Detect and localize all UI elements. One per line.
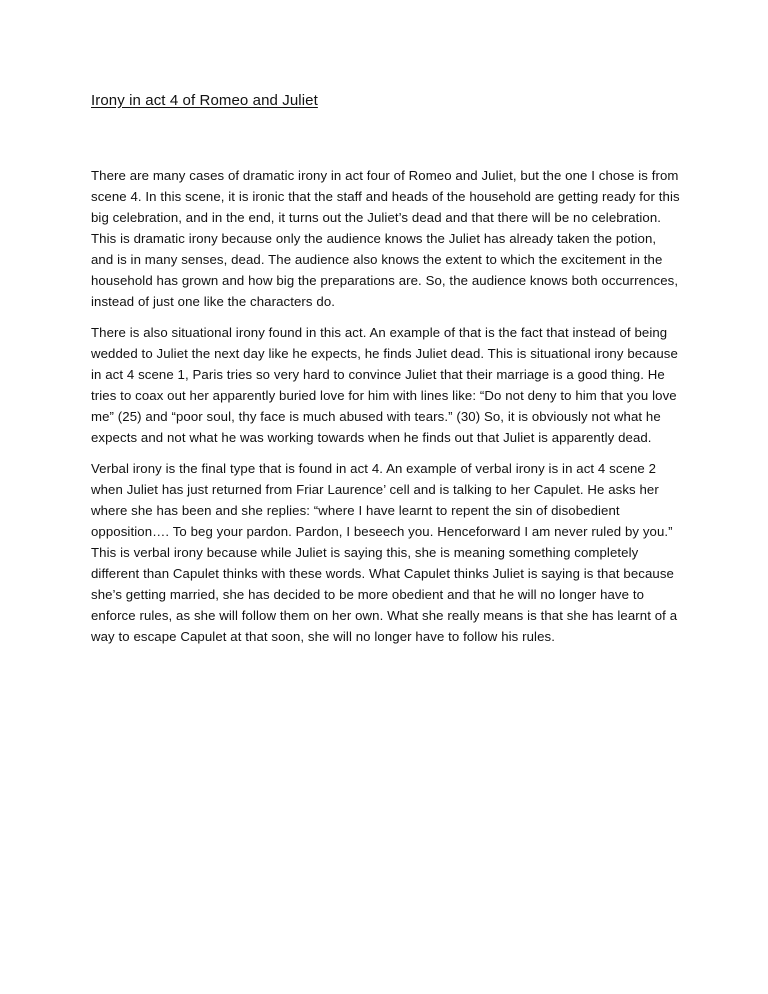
paragraph-situational-irony: There is also situational irony found in this act. An example of that is the fact that instead of being wedded to Juliet the next day like he expects, he finds Juliet dead. This is situational irony because in act 4 scene 1, Paris tries so very hard to convince Juliet that their marriage is a good thing. He tries to coax out her apparently buried love for him with lines like: “Do not deny to him that you love me” (25) and “poor soul, thy face is much abused with tears.” (30) So, it is obviously not what he expects and not what he was working towards when he finds out that Juliet is apparently dead. — [91, 325, 678, 445]
document-title: Irony in act 4 of Romeo and Juliet — [91, 92, 318, 109]
document-body — [91, 165, 681, 647]
paragraph-dramatic-irony: There are many cases of dramatic irony in act four of Romeo and Juliet, but the one I chose is from scene 4. In this scene, it is ironic that the staff and heads of the household are getting ready for this big celebration, and in the end, it turns out the Juliet’s dead and that there will be no celebration. This is dramatic irony because only the audience knows the Juliet has already taken the potion, and is in many senses, dead. The audience also knows the extent to which the excitement in the household has grown and how big the preparations are. So, the audience knows both occurrences, instead of just one like the characters do. — [91, 168, 680, 309]
document-content — [91, 90, 681, 657]
paragraph-verbal-irony: Verbal irony is the final type that is found in act 4. An example of verbal irony is in act 4 scene 2 when Juliet has just returned from Friar Laurence’ cell and is talking to her Capulet. He asks her where she has been and she replies: “where I have learnt to repent the sin of disobedient opposition…. To beg your pardon. Pardon, I beseech you. Henceforward I am never ruled by you.” This is verbal irony because while Juliet is saying this, she is meaning something completely different than Capulet thinks with these words. What Capulet thinks Juliet is saying is that because she’s getting married, she has decided to be more obedient and that he will no longer have to enforce rules, as she will follow them on her own. What she really means is that she has learnt of a way to escape Capulet at that soon, she will no longer have to follow his rules. — [91, 461, 678, 644]
